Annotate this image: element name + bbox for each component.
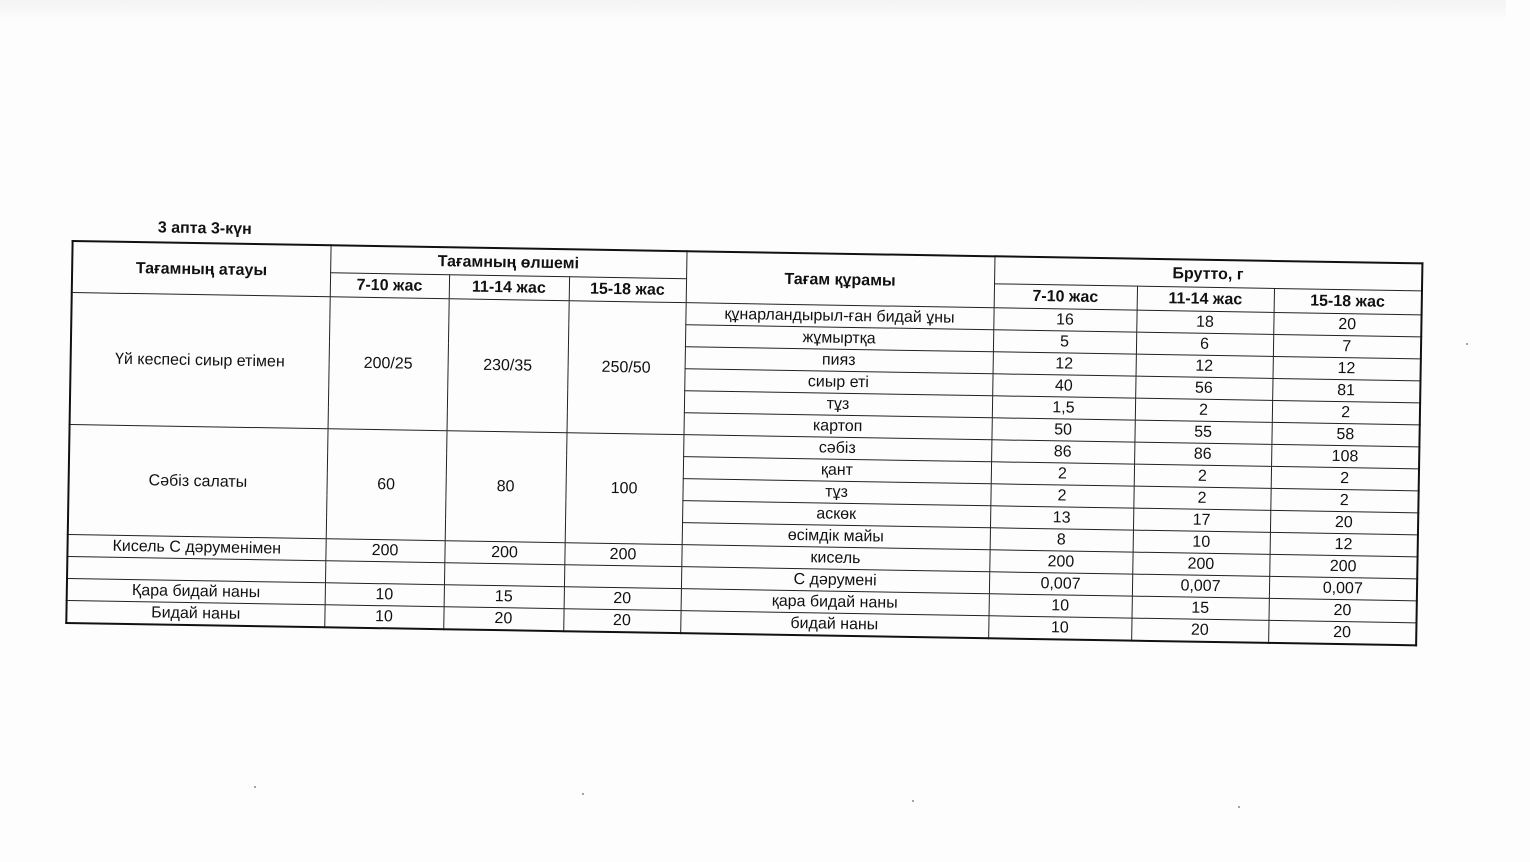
portion-cell: 100 bbox=[565, 433, 684, 545]
empty-cell bbox=[564, 565, 681, 589]
scan-speck bbox=[1238, 806, 1240, 808]
scan-speck bbox=[912, 800, 914, 802]
brutto-cell: 10 bbox=[989, 594, 1132, 618]
menu-sheet bbox=[65, 218, 1422, 646]
header-portion: Тағамның өлшемі bbox=[330, 245, 686, 279]
brutto-cell: 20 bbox=[1268, 620, 1416, 645]
empty-cell bbox=[444, 563, 564, 587]
brutto-cell: 20 bbox=[1273, 312, 1421, 336]
portion-cell: 250/50 bbox=[567, 301, 686, 435]
brutto-cell: 6 bbox=[1136, 332, 1273, 356]
dish-name: Сәбіз салаты bbox=[68, 424, 328, 538]
brutto-cell: 12 bbox=[1136, 354, 1273, 378]
dish-name: Бидай наны bbox=[66, 600, 324, 627]
portion-cell: 20 bbox=[563, 609, 680, 633]
brutto-cell: 2 bbox=[1134, 464, 1271, 488]
ingredient-name: құнарландырыл-ған бидай ұны bbox=[685, 303, 993, 330]
brutto-cell: 17 bbox=[1133, 508, 1270, 532]
brutto-cell: 12 bbox=[1270, 532, 1418, 556]
brutto-cell: 0,007 bbox=[1269, 576, 1417, 600]
brutto-cell: 108 bbox=[1271, 444, 1419, 468]
brutto-cell: 1,5 bbox=[992, 396, 1135, 420]
header-brutto-age-2: 11-14 жас bbox=[1137, 287, 1274, 313]
scan-speck bbox=[254, 786, 256, 788]
brutto-cell: 2 bbox=[1270, 488, 1418, 512]
ingredient-name: тұз bbox=[684, 391, 992, 418]
header-brutto-age-1: 7-10 жас bbox=[994, 284, 1137, 310]
portion-cell: 200 bbox=[444, 541, 564, 565]
dish-name: Кисель С дәруменімен bbox=[67, 534, 325, 560]
brutto-cell: 86 bbox=[991, 440, 1134, 464]
scan-speck bbox=[1466, 343, 1468, 345]
ingredient-name: картоп bbox=[683, 413, 991, 440]
brutto-cell: 200 bbox=[989, 550, 1132, 574]
empty-cell bbox=[325, 561, 444, 585]
portion-cell: 20 bbox=[443, 607, 563, 631]
header-portion-age-2: 11-14 жас bbox=[449, 275, 569, 301]
brutto-cell: 5 bbox=[993, 330, 1136, 354]
portion-cell: 60 bbox=[326, 429, 447, 541]
brutto-cell: 13 bbox=[990, 506, 1133, 530]
brutto-cell: 200 bbox=[1269, 554, 1417, 578]
brutto-cell: 58 bbox=[1271, 422, 1419, 446]
brutto-cell: 2 bbox=[991, 462, 1134, 486]
brutto-cell: 12 bbox=[1273, 356, 1421, 380]
brutto-cell: 50 bbox=[991, 418, 1134, 442]
day-caption: 3 апта 3-күн bbox=[157, 219, 252, 238]
brutto-cell: 20 bbox=[1270, 510, 1418, 534]
brutto-cell: 20 bbox=[1268, 598, 1416, 622]
brutto-cell: 2 bbox=[1272, 400, 1420, 424]
header-brutto: Брутто, г bbox=[994, 256, 1422, 291]
brutto-cell: 15 bbox=[1132, 596, 1269, 620]
header-dish-name: Тағамның атауы bbox=[72, 241, 331, 297]
ingredient-name: пияз bbox=[685, 347, 993, 374]
ingredient-name: сәбіз bbox=[683, 435, 991, 462]
brutto-cell: 56 bbox=[1135, 376, 1272, 400]
header-portion-age-3: 15-18 жас bbox=[569, 277, 686, 303]
portion-cell: 15 bbox=[444, 585, 564, 609]
portion-cell: 80 bbox=[445, 431, 567, 543]
brutto-cell: 0,007 bbox=[989, 572, 1132, 596]
brutto-cell: 2 bbox=[1135, 398, 1272, 422]
brutto-cell: 8 bbox=[990, 528, 1133, 552]
ingredient-name: сиыр еті bbox=[684, 369, 992, 396]
ingredient-name: С дәрумені bbox=[681, 567, 989, 594]
menu-table bbox=[65, 240, 1423, 646]
portion-cell: 10 bbox=[325, 583, 444, 607]
header-composition: Тағам құрамы bbox=[686, 251, 995, 308]
brutto-cell: 86 bbox=[1134, 442, 1271, 466]
ingredient-name: қант bbox=[683, 457, 991, 484]
brutto-cell: 0,007 bbox=[1132, 574, 1269, 598]
brutto-cell: 16 bbox=[993, 308, 1136, 332]
brutto-cell: 81 bbox=[1272, 378, 1420, 402]
brutto-cell: 20 bbox=[1131, 618, 1268, 643]
dish-name: Қара бидай наны bbox=[67, 578, 325, 604]
portion-cell: 200 bbox=[564, 543, 681, 567]
brutto-cell: 2 bbox=[990, 484, 1133, 508]
ingredient-name: қара бидай наны bbox=[681, 589, 989, 616]
ingredient-name: жұмыртқа bbox=[685, 325, 993, 352]
ingredient-name: бидай наны bbox=[680, 611, 988, 639]
brutto-cell: 10 bbox=[1133, 530, 1270, 554]
brutto-cell: 2 bbox=[1133, 486, 1270, 510]
brutto-cell: 40 bbox=[992, 374, 1135, 398]
brutto-cell: 7 bbox=[1273, 334, 1421, 358]
portion-cell: 200 bbox=[325, 539, 444, 563]
ingredient-name: өсімдік майы bbox=[682, 523, 990, 550]
ingredient-name: кисель bbox=[681, 545, 989, 572]
ingredient-name: тұз bbox=[682, 479, 990, 506]
scan-top-edge bbox=[0, 0, 1506, 22]
portion-cell: 200/25 bbox=[328, 297, 449, 431]
brutto-cell: 2 bbox=[1271, 466, 1419, 490]
ingredient-name: аскөк bbox=[682, 501, 990, 528]
brutto-cell: 55 bbox=[1134, 420, 1271, 444]
header-brutto-age-3: 15-18 жас bbox=[1274, 289, 1422, 315]
portion-cell: 230/35 bbox=[447, 299, 569, 433]
scan-speck bbox=[582, 793, 584, 795]
brutto-cell: 12 bbox=[993, 352, 1136, 376]
brutto-cell: 200 bbox=[1132, 552, 1269, 576]
portion-cell: 20 bbox=[564, 587, 681, 611]
dish-name: Үй кеспесі сиыр етімен bbox=[70, 293, 330, 429]
brutto-cell: 10 bbox=[988, 616, 1131, 641]
brutto-cell: 18 bbox=[1136, 310, 1273, 334]
portion-cell: 10 bbox=[324, 605, 443, 629]
header-portion-age-1: 7-10 жас bbox=[330, 273, 449, 299]
